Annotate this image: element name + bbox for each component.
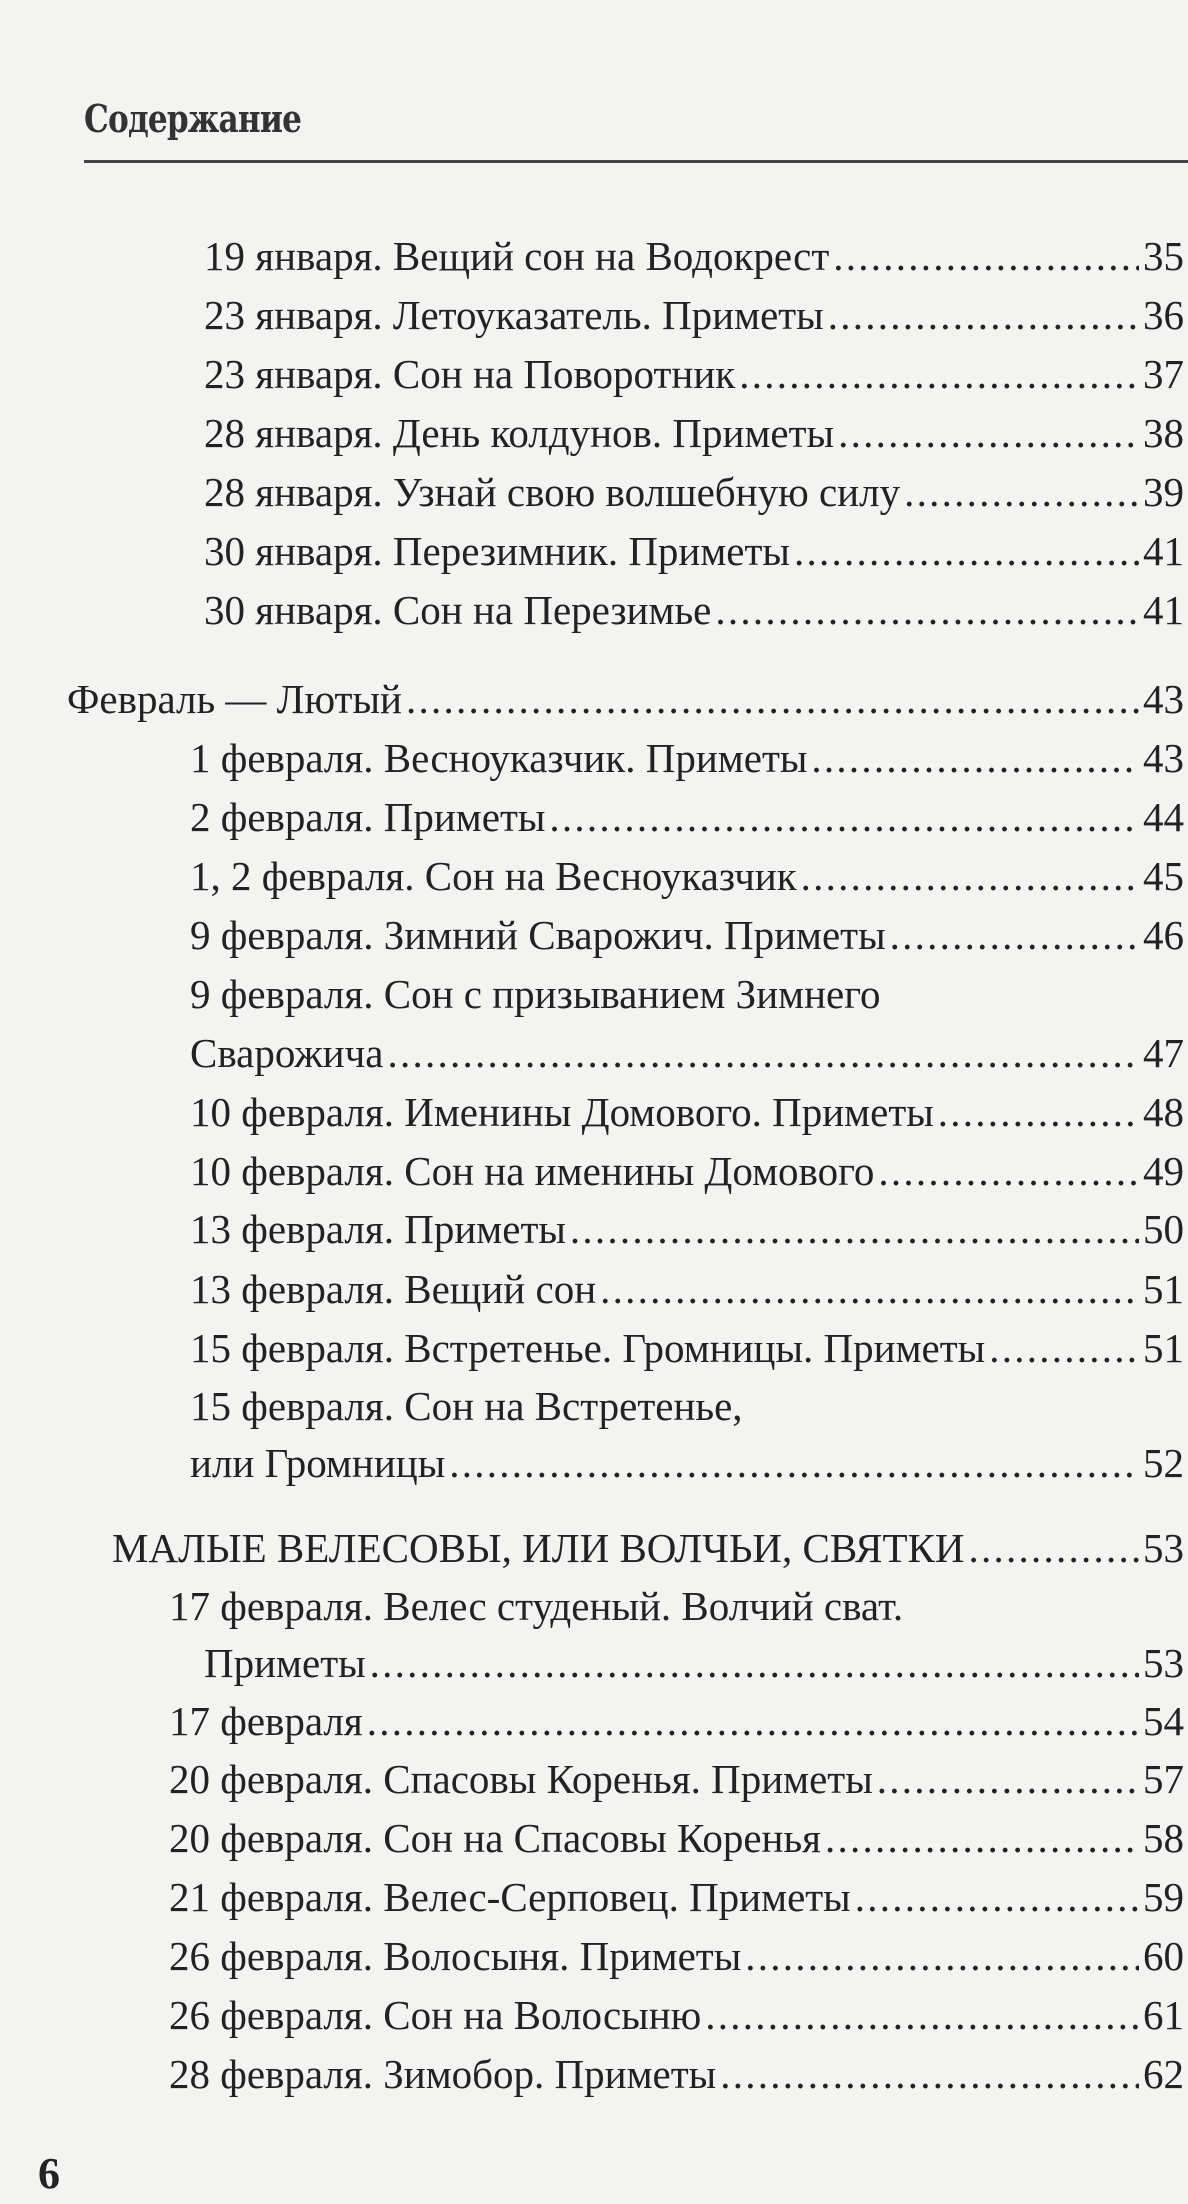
- dot-leader: [745, 1930, 1139, 1982]
- dot-leader: [801, 850, 1139, 902]
- toc-entry: [169, 1580, 1184, 1632]
- toc-entry-title: МАЛЫЕ ВЕЛЕСОВЫ, ИЛИ ВОЛЧЬИ, СВЯТКИ: [112, 1525, 965, 1571]
- toc-entry: [190, 732, 1184, 784]
- toc-page-number: 62: [1143, 2051, 1184, 2097]
- toc-entry: [204, 525, 1184, 577]
- toc-entry: [190, 1027, 1184, 1079]
- toc-page-number: 53: [1143, 1640, 1184, 1686]
- toc-section-heading: [112, 1522, 1184, 1574]
- toc-entry-title: 17 февраля. Велес студеный. Волчий сват.: [169, 1583, 904, 1629]
- dot-leader: [855, 1871, 1139, 1923]
- toc-entry-title: 26 февраля. Сон на Волосыню: [169, 1992, 702, 2038]
- toc-entry-title: 28 января. День колдунов. Приметы: [204, 410, 835, 456]
- toc-entry: [204, 407, 1184, 459]
- toc-page-number: 38: [1143, 410, 1184, 456]
- dot-leader: [838, 407, 1139, 459]
- toc-page-number: 37: [1143, 351, 1184, 397]
- dot-leader: [549, 791, 1139, 843]
- toc-entry: [204, 230, 1184, 282]
- dot-leader: [705, 1989, 1139, 2041]
- toc-entry: [169, 1871, 1184, 1923]
- toc-entry-title: 28 января. Узнай свою волшебную силу: [204, 469, 901, 515]
- toc-entry: [204, 348, 1184, 400]
- dot-leader: [890, 909, 1139, 961]
- toc-entry: [190, 1086, 1184, 1138]
- toc-entry: [190, 1203, 1184, 1255]
- toc-page-number: 51: [1143, 1325, 1184, 1371]
- toc-entry-title: Сварожича: [190, 1030, 384, 1076]
- toc-page-number: 50: [1143, 1206, 1184, 1252]
- toc-entry: [190, 791, 1184, 843]
- toc-entry-title: 9 февраля. Сон с призыванием Зимнего: [190, 971, 881, 1017]
- toc-entry-title: 2 февраля. Приметы: [190, 794, 546, 840]
- dot-leader: [370, 1637, 1139, 1689]
- toc-entry-title: Приметы: [204, 1640, 366, 1686]
- toc-entry-title: 23 января. Летоуказатель. Приметы: [204, 292, 824, 338]
- toc-section-heading: [67, 673, 1184, 725]
- dot-leader: [968, 1522, 1139, 1574]
- dot-leader: [878, 1145, 1139, 1197]
- toc-entry-title: 15 февраля. Встретенье. Громницы. Приметы: [190, 1325, 986, 1371]
- dot-leader: [828, 289, 1139, 341]
- dot-leader: [877, 1753, 1139, 1805]
- dot-leader: [715, 584, 1139, 636]
- toc-entry: [190, 968, 1184, 1020]
- toc-page-number: 43: [1143, 735, 1184, 781]
- dot-leader: [833, 230, 1139, 282]
- toc-entry-title: 26 февраля. Волосыня. Приметы: [169, 1933, 742, 1979]
- toc-entry-title: 30 января. Перезимник. Приметы: [204, 528, 790, 574]
- toc-entry: [190, 1380, 1184, 1432]
- dot-leader: [387, 1027, 1139, 1079]
- toc-entry: [169, 1812, 1184, 1864]
- toc-entry-title: или Громницы: [190, 1440, 446, 1486]
- dot-leader: [904, 466, 1139, 518]
- toc-entry-title: 30 января. Сон на Перезимье: [204, 587, 712, 633]
- toc-entry: [204, 466, 1184, 518]
- toc-entry: [204, 584, 1184, 636]
- toc-entry-title: 20 февраля. Спасовы Коренья. Приметы: [169, 1756, 873, 1802]
- toc-page-number: 61: [1143, 1992, 1184, 2038]
- toc-entry: [169, 1753, 1184, 1805]
- dot-leader: [600, 1263, 1139, 1315]
- toc-page-number: 60: [1143, 1933, 1184, 1979]
- toc-entry-title: 9 февраля. Зимний Сварожич. Приметы: [190, 912, 886, 958]
- toc-entry-title: 21 февраля. Велес-Серповец. Приметы: [169, 1874, 851, 1920]
- dot-leader: [938, 1086, 1139, 1138]
- toc-entry: [169, 2048, 1184, 2100]
- toc-page-number: 53: [1143, 1525, 1184, 1571]
- toc-entry-title: 23 января. Сон на Поворотник: [204, 351, 736, 397]
- toc-page-number: 43: [1143, 676, 1184, 722]
- dot-leader: [739, 348, 1139, 400]
- toc-entry-title: 10 февраля. Сон на именины Домового: [190, 1148, 875, 1194]
- toc-page-number: 52: [1143, 1440, 1184, 1486]
- toc-page-number: 36: [1143, 292, 1184, 338]
- toc-entry-title: 1, 2 февраля. Сон на Весноуказчик: [190, 853, 797, 899]
- toc-entry: [190, 909, 1184, 961]
- running-header: Содержание: [84, 96, 302, 141]
- dot-leader: [989, 1322, 1139, 1374]
- toc-page-number: 57: [1143, 1756, 1184, 1802]
- toc-entry: [169, 1930, 1184, 1982]
- toc-entry-title: 1 февраля. Весноуказчик. Приметы: [190, 735, 808, 781]
- header-rule: [84, 160, 1188, 163]
- toc-entry: [190, 1263, 1184, 1315]
- toc-entry-title: 15 февраля. Сон на Встретенье,: [190, 1383, 743, 1429]
- toc-page-number: 48: [1143, 1089, 1184, 1135]
- toc-page-number: 58: [1143, 1815, 1184, 1861]
- toc-page-number: 49: [1143, 1148, 1184, 1194]
- toc-entry: [204, 1637, 1184, 1689]
- toc-page-number: 54: [1143, 1698, 1184, 1744]
- toc-entry: [169, 1989, 1184, 2041]
- dot-leader: [449, 1437, 1139, 1489]
- page-number: 6: [38, 2149, 60, 2198]
- toc-page-number: 41: [1143, 528, 1184, 574]
- dot-leader: [794, 525, 1139, 577]
- toc-page-number: 46: [1143, 912, 1184, 958]
- dot-leader: [825, 1812, 1139, 1864]
- toc-page-number: 44: [1143, 794, 1184, 840]
- toc-entry-title: 19 января. Вещий сон на Водокрест: [204, 233, 830, 279]
- toc-entry: [190, 1437, 1184, 1489]
- toc-entry-title: 20 февраля. Сон на Спасовы Коренья: [169, 1815, 822, 1861]
- toc-page-number: 59: [1143, 1874, 1184, 1920]
- dot-leader: [570, 1203, 1139, 1255]
- toc-entry: [190, 1322, 1184, 1374]
- toc-page-number: 41: [1143, 587, 1184, 633]
- dot-leader: [811, 732, 1139, 784]
- toc-entry-title: Февраль — Лютый: [67, 676, 402, 722]
- dot-leader: [720, 2048, 1139, 2100]
- toc-entry: [190, 850, 1184, 902]
- toc-page-number: 51: [1143, 1266, 1184, 1312]
- toc-entry-title: 17 февраля: [169, 1698, 363, 1744]
- toc-page-number: 35: [1143, 233, 1184, 279]
- toc-entry-title: 28 февраля. Зимобор. Приметы: [169, 2051, 717, 2097]
- toc-page-number: 47: [1143, 1030, 1184, 1076]
- toc-entry: [204, 289, 1184, 341]
- toc-entry: [169, 1695, 1184, 1747]
- toc-page-number: 45: [1143, 853, 1184, 899]
- toc-entry: [190, 1145, 1184, 1197]
- toc-entry-title: 13 февраля. Вещий сон: [190, 1266, 597, 1312]
- toc-page-number: 39: [1143, 469, 1184, 515]
- toc-entry-title: 13 февраля. Приметы: [190, 1206, 566, 1252]
- toc-entry-title: 10 февраля. Именины Домового. Приметы: [190, 1089, 934, 1135]
- dot-leader: [406, 673, 1139, 725]
- dot-leader: [367, 1695, 1139, 1747]
